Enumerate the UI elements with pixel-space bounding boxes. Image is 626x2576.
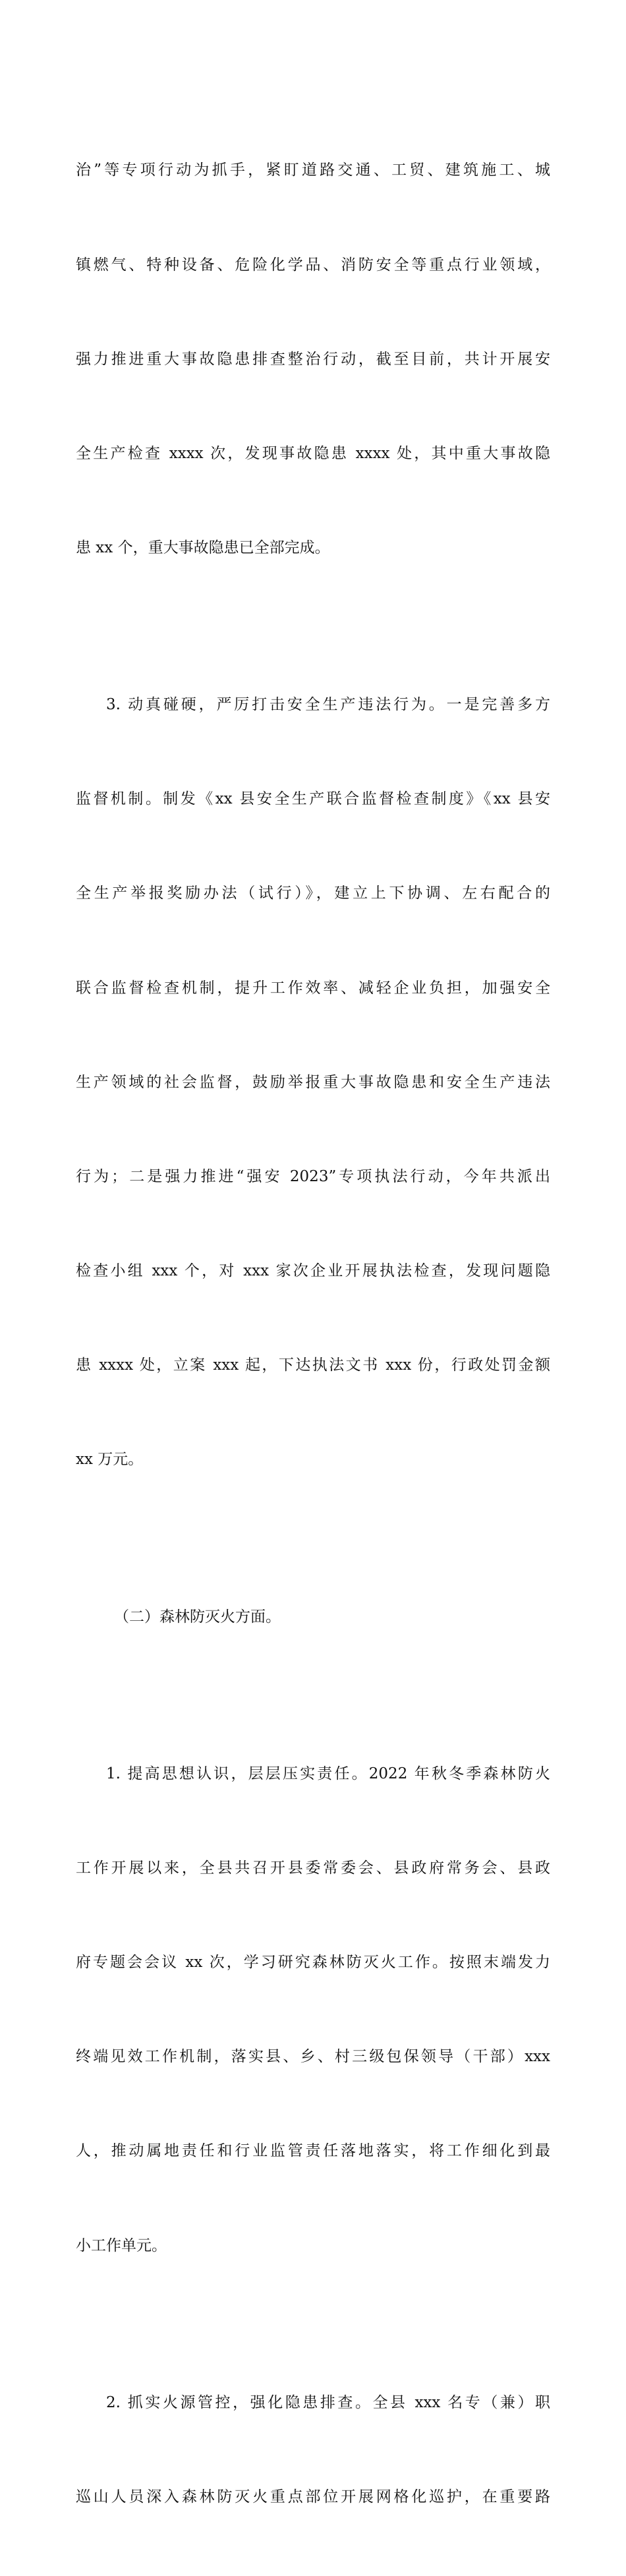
text-line: 监督机制。制发《xx 县安全生产联合监督检查制度》《xx 县安 [76,790,550,808]
text-line: 镇燃气、特种设备、危险化学品、消防安全等重点行业领域， [76,256,550,274]
text-line: 强力推进重大事故隐患排查整治行动，截至目前，共计开展安 [76,350,550,368]
text-line: 3. 动真碰硬，严厉打击安全生产违法行为。一是完善多方 [106,696,550,714]
paragraph-responsibility [76,1696,550,2325]
text-line: 终端见效工作机制，落实县、乡、村三级包保领导（干部）xxx [76,2048,550,2066]
text-line: 2. 抓实火源管控，强化隐患排查。全县 xxx 名专（兼）职 [106,2394,550,2411]
paragraph-fire-source-control [76,2325,550,2576]
text-line: 小工作单元。 [76,2237,167,2254]
paragraph-safety-inspection [76,92,550,627]
paragraph-enforcement [76,627,550,1538]
text-line: 行为；二是强力推进“强安 2023”专项执法行动，今年共派出 [76,1167,550,1185]
text-line: 患 xx 个，重大事故隐患已全部完成。 [76,539,330,556]
text-line: 全生产举报奖励办法（试行）》，建立上下协调、左右配合的 [76,885,550,902]
section-heading-forest-fire [76,1538,550,1696]
text-line: 患 xxxx 处，立案 xxx 起，下达执法文书 xxx 份，行政处罚金额 [76,1356,550,1374]
text-line: 检查小组 xxx 个，对 xxx 家次企业开展执法检查，发现问题隐 [76,1262,550,1279]
text-line: 巡山人员深入森林防灭火重点部位开展网格化巡护，在重要路 [76,2488,550,2506]
text-line: 联合监督检查机制，提升工作效率、减轻企业负担，加强安全 [76,979,550,997]
text-line: 人，推动属地责任和行业监管责任落地落实，将工作细化到最 [76,2142,550,2160]
text-line: xx 万元。 [76,1451,144,1469]
text-line: 全生产检查 xxxx 次，发现事故隐患 xxxx 处，其中重大事故隐 [76,444,550,462]
text-line: 生产领域的社会监督，鼓励举报重大事故隐患和安全生产违法 [76,1073,550,1091]
text-line: 1. 提高思想认识，层层压实责任。2022 年秋冬季森林防火 [106,1765,550,1783]
section-heading: （二）森林防灭火方面。 [114,1608,281,1625]
text-line: 治”等专项行动为抓手，紧盯道路交通、工贸、建筑施工、城 [76,161,550,179]
document-body [76,92,550,2576]
text-line: 工作开展以来，全县共召开县委常委会、县政府常务会、县政 [76,1859,550,1877]
text-line: 府专题会会议 xx 次，学习研究森林防灭火工作。按照末端发力 [76,1954,550,1972]
